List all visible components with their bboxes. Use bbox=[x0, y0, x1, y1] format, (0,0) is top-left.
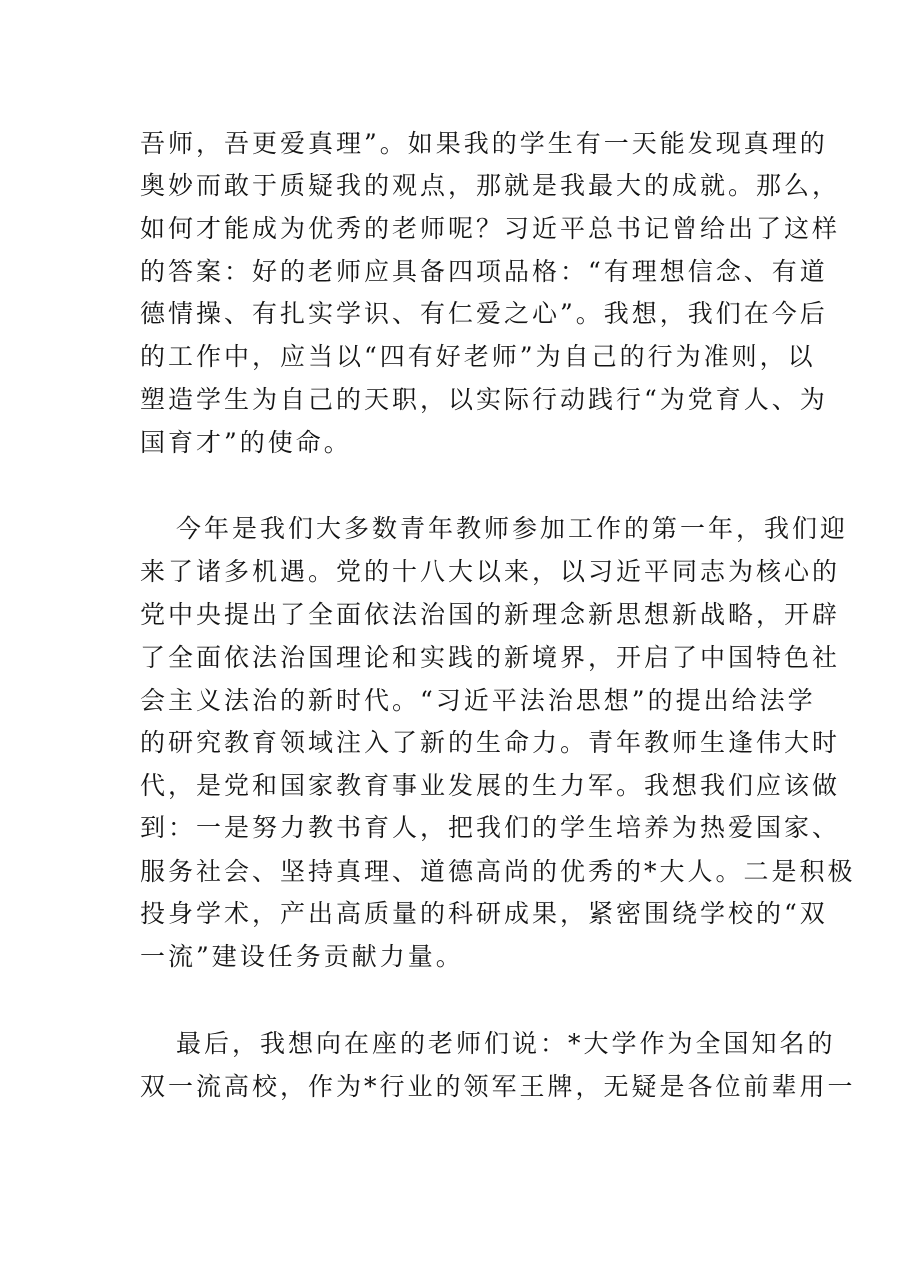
paragraph-2-line-5: 会主义法治的新时代。“习近平法治思想”的提出给法学 bbox=[140, 686, 816, 715]
paragraph-2-line-9: 服务社会、坚持真理、道德高尚的优秀的*大人。二是积极 bbox=[140, 857, 856, 886]
paragraph-1-line-5: 德情操、有扎实学识、有仁爱之心”。我想，我们在今后 bbox=[140, 299, 828, 328]
paragraph-1-line-7: 塑造学生为自己的天职，以实际行动践行“为党育人、为 bbox=[140, 385, 828, 414]
paragraph-2-line-10: 投身学术，产出高质量的科研成果，紧密围绕学校的“双 bbox=[140, 899, 828, 928]
paragraph-1-line-8: 国育才”的使命。 bbox=[140, 428, 352, 457]
paragraph-1-line-3: 如何才能成为优秀的老师呢？习近平总书记曾给出了这样 bbox=[140, 214, 841, 243]
paragraph-2-line-1: 今年是我们大多数青年教师参加工作的第一年，我们迎 bbox=[176, 514, 849, 543]
paragraph-1-line-1: 吾师，吾更爱真理”。如果我的学生有一天能发现真理的 bbox=[140, 129, 828, 158]
paragraph-1-line-2: 奥妙而敢于质疑我的观点，那就是我最大的成就。那么， bbox=[140, 171, 841, 200]
paragraph-2-line-3: 党中央提出了全面依法治国的新理念新思想新战略，开辟 bbox=[140, 600, 841, 629]
paragraph-2-line-11: 一流”建设任务贡献力量。 bbox=[140, 942, 464, 971]
paragraph-3-line-1: 最后，我想向在座的老师们说：*大学作为全国知名的 bbox=[176, 1029, 836, 1058]
paragraph-2-line-8: 到：一是努力教书育人，把我们的学生培养为热爱国家、 bbox=[140, 813, 841, 842]
paragraph-2-line-7: 代，是党和国家教育事业发展的生力军。我想我们应该做 bbox=[140, 771, 841, 800]
paragraph-2-line-4: 了全面依法治国理论和实践的新境界，开启了中国特色社 bbox=[140, 643, 841, 672]
paragraph-1-line-6: 的工作中，应当以“四有好老师”为自己的行为准则，以 bbox=[140, 342, 816, 371]
paragraph-2-line-6: 的研究教育领域注入了新的生命力。青年教师生逢伟大时 bbox=[140, 728, 841, 757]
paragraph-3-line-2: 双一流高校，作为*行业的领军王牌，无疑是各位前辈用一 bbox=[140, 1072, 856, 1101]
paragraph-1-line-4: 的答案：好的老师应具备四项品格：“有理想信念、有道 bbox=[140, 257, 828, 286]
paragraph-2-line-2: 来了诸多机遇。党的十八大以来，以习近平同志为核心的 bbox=[140, 557, 841, 586]
